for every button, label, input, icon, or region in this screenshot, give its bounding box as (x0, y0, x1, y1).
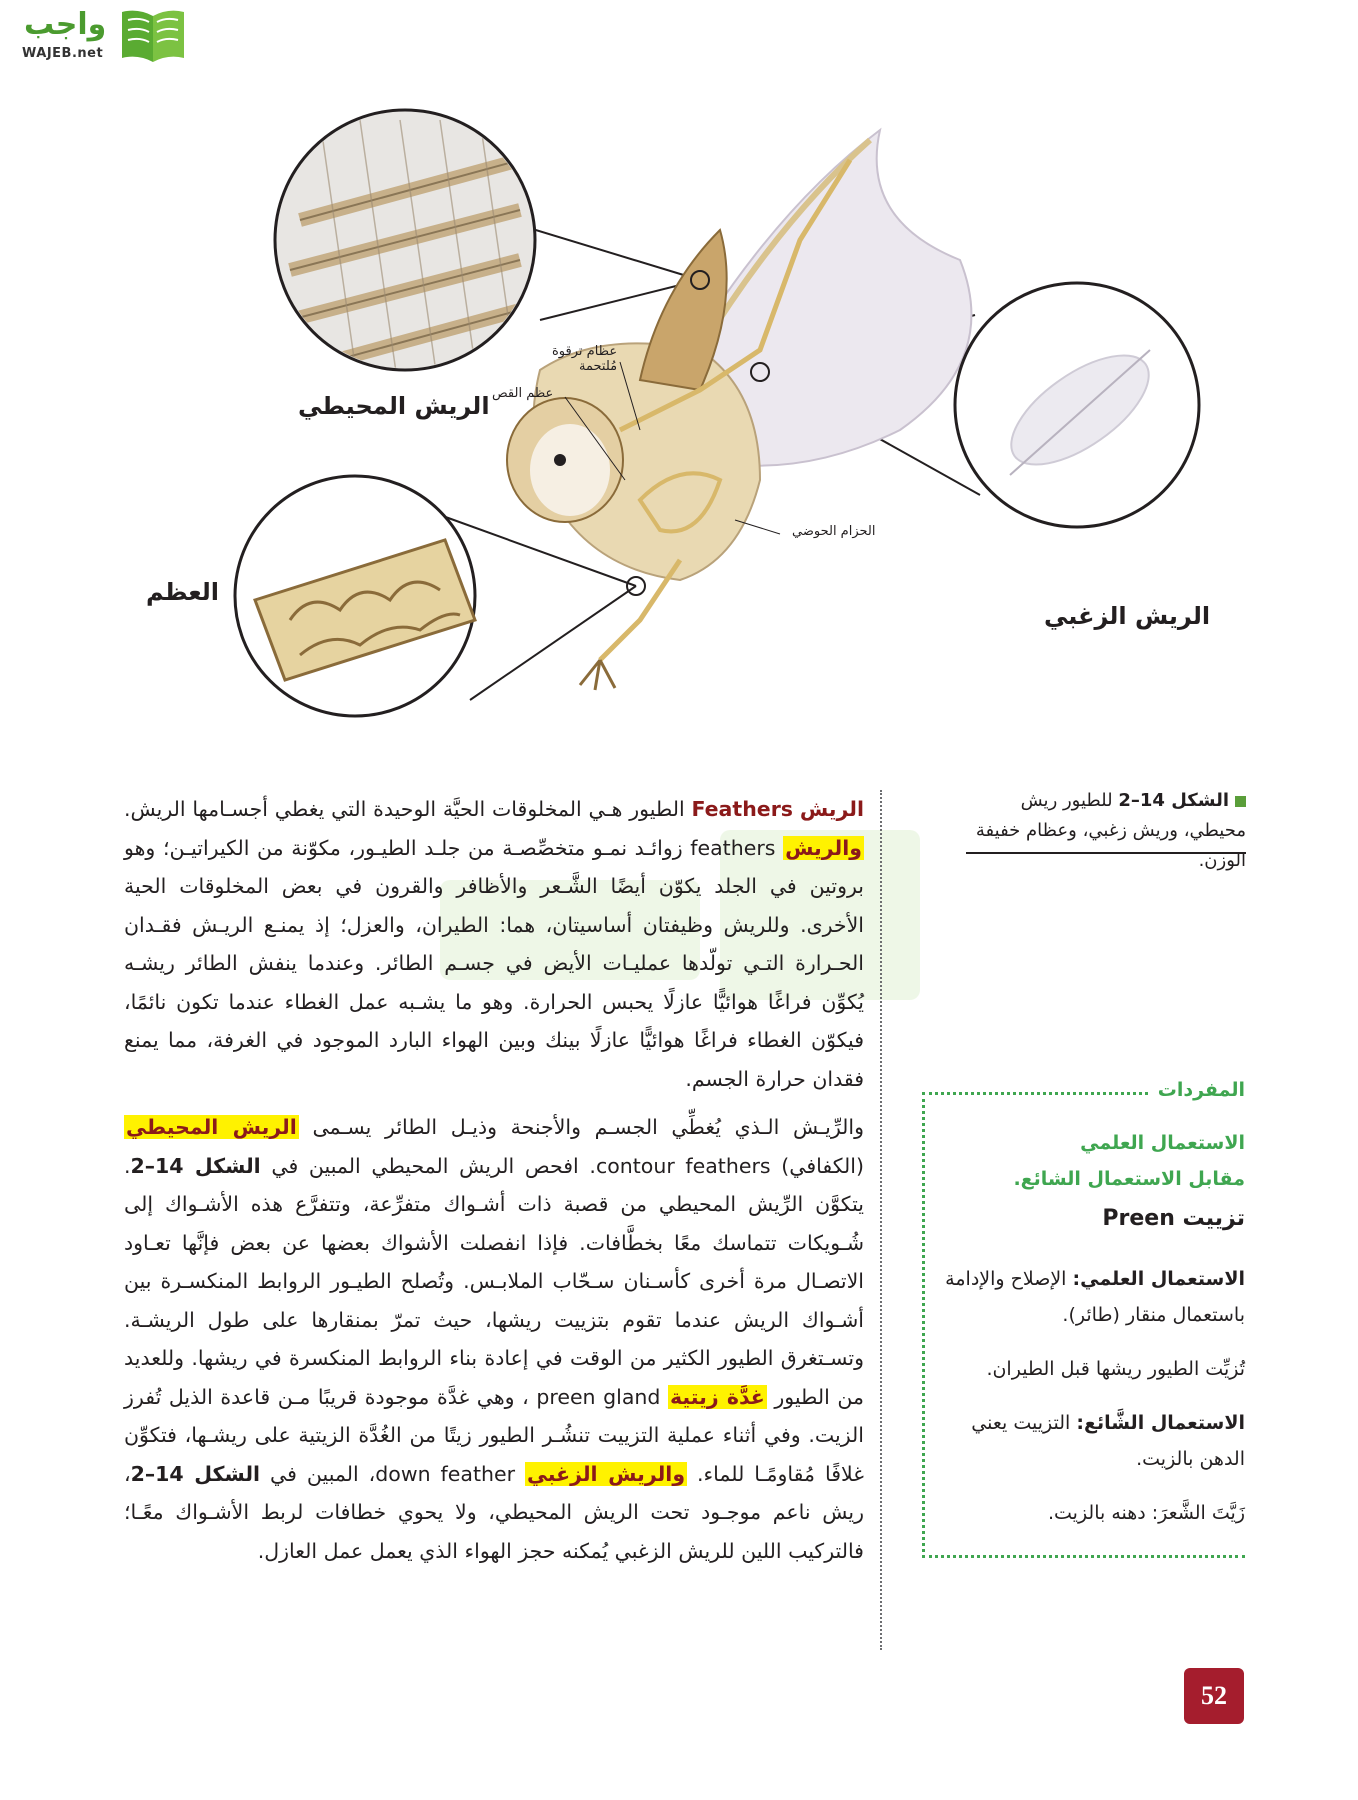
paragraph-2 (124, 1108, 864, 1570)
highlight-contour-feather: الريش المحيطي (126, 1115, 297, 1139)
contour-feather-label: الريش المحيطي (298, 392, 490, 420)
vocab-subtitle-1: الاستعمال العلمي (1080, 1132, 1245, 1154)
vocab-common-label: الاستعمال الشَّائع: (1076, 1412, 1245, 1434)
p2-text-3: . يتكوَّن الرِّيش المحيطي من قصبة ذات أشـواك متفرِّعة، وتتفرَّع هذه الأشـواك إلى شُـويكات تتماسك معًا بخطَّافات. فإذا انفصلت الأشواك بعضها عن بعض فإنَّها تعـاود الاتصـال مرة أخرى كأسـنان سـحّاب الملابـس. وتُصلح الطيـور الروابط المنكسـرة بين أشـواك الريش عندما تقوم بتزييت ريشها، حيث تمرّ بمنقارها على طول الريشـة. وتسـتغرق الطيور الكثير من الوقت في إعادة بناء الروابط المنكسرة في ريشها. وللعديد من الطيور (124, 1153, 864, 1409)
p2-text-5: down feather، المبين في (270, 1461, 516, 1486)
p1-text-1: الطيور هـي المخلوقات الحيَّة الوحيدة التي يغطي أجسـامها الريش. (124, 797, 685, 821)
vocabulary-body (945, 1125, 1245, 1549)
page-number: 52 (1184, 1668, 1244, 1724)
site-logo[interactable] (10, 4, 188, 66)
vocab-term: تزييت Preen (1102, 1206, 1245, 1231)
down-feather-label: الريش الزغبي (1044, 602, 1211, 630)
highlight-preen-gland: غدَّة زيتية (669, 1384, 765, 1409)
vocab-common-text: التزييت يعني الدهن بالزيت. (971, 1412, 1245, 1470)
bone-label: العظم (146, 578, 219, 606)
caption-bullet-icon (1235, 796, 1246, 807)
fused-collarbone-label-line1: عظام ترقوة (552, 344, 618, 359)
main-text (124, 790, 864, 1580)
open-book-icon (118, 6, 188, 64)
paragraph-1 (124, 790, 864, 1098)
fused-collarbone-label (552, 344, 617, 374)
figure-reference-2: الشكل 14–2 (130, 1461, 261, 1486)
vocab-scientific-example: تُزيِّت الطيور ريشها قبل الطيران. (986, 1358, 1245, 1380)
p2-text-2: (الكفافي) contour feathers. افحص الريش المحيطي المبين في (271, 1153, 864, 1178)
vocabulary-box (922, 1079, 1245, 1558)
logo-text-english: WAJEB.net (22, 46, 104, 61)
p2-text-1: والرِّيـش الـذي يُغطِّي الجسـم والأجنحة وذيـل الطائر يسـمى (312, 1115, 864, 1139)
fused-collarbone-label-line2: مُلتحمة (579, 359, 618, 374)
p2-text-6: ، ريش ناعم موجـود تحت الريش المحيطي، ولا يحوي خطافات لربط الأشـواك معًـا؛ فالتركيب اللين للريش الزغبي يُمكنه حجز الهواء الذي يعمل عمل العازل. (124, 1461, 864, 1563)
pelvic-girdle-label: الحزام الحوضي (792, 524, 876, 539)
keyword-feathers: الريش (799, 797, 864, 821)
caption-text: للطيور ريش محيطي، وريش زغبي، وعظام خفيفة الوزن. (975, 790, 1246, 871)
highlight-feathers: والريش (785, 835, 862, 860)
keyword-feathers-en: Feathers (691, 797, 794, 821)
highlight-down-feather: والريش الزغبي (526, 1461, 686, 1486)
figure-caption (966, 786, 1246, 876)
vocab-common-example: زَيَّتَ الشَّعرَ: دهنه بالزيت. (1047, 1502, 1245, 1524)
figure-reference-1: الشكل 14–2 (130, 1153, 261, 1178)
vocab-common-use (945, 1405, 1245, 1477)
caption-underline (966, 852, 1246, 854)
vocab-scientific-text: الإصلاح والإدامة باستعمال منقار (طائر). (945, 1268, 1245, 1326)
vocab-scientific-use (945, 1261, 1245, 1333)
owl-illustration (0, 100, 1358, 740)
sternum-label: عظم القص (492, 386, 554, 401)
column-divider (880, 790, 882, 1650)
vocabulary-title: المفردات (1150, 1079, 1245, 1101)
p1-text-2: feathers زوائـد نمـو متخصِّصـة من جلـد الطيـور، مكوّنة من الكيراتيـن؛ وهو بروتين في الجلد يكوّن أيضًا الشَّـعر والأظافر والقرون في بعض المخلوقات الحية الأخرى. وللريش وظيفتان أساسيتان، هما: الطيران، والعزل؛ إذ يمنـع الريـش فقـدان الحـرارة التـي تولّدها عمليـات الأيض في جسـم الطائر. وعندما ينفش الطائر ريشـه يُكوِّن فراغًا هوائيًّا عازلًا يحبس الحرارة. وهو ما يشـبه عمل الغطاء عندما تكون نائمًا، فيكوّن الغطاء فراغًا هوائيًّا عازلًا بينك وبين الهواء البارد الموجود في الغرفة، مما يمنع فقدان حرارة الجسم. (124, 835, 864, 1091)
vocab-subtitle-2: مقابل الاستعمال الشائع. (1013, 1168, 1245, 1190)
logo-text-arabic: واجب (24, 7, 107, 42)
caption-figure-number: الشكل 14–2 (1118, 790, 1229, 811)
owl-anatomy-figure (0, 100, 1358, 740)
vocab-scientific-label: الاستعمال العلمي: (1072, 1268, 1245, 1290)
p2-text-4: preen gland ، وهي غدَّة موجودة قريبًا مـن قاعدة الذيل تُفرز الزيت. وفي أثناء عملية التزييت تنشُـر الطيور زيتًا من الغُدَّة الزيتية على ريشـها، فتكوِّن غلافًا مُقاومًـا للماء. (124, 1384, 864, 1486)
